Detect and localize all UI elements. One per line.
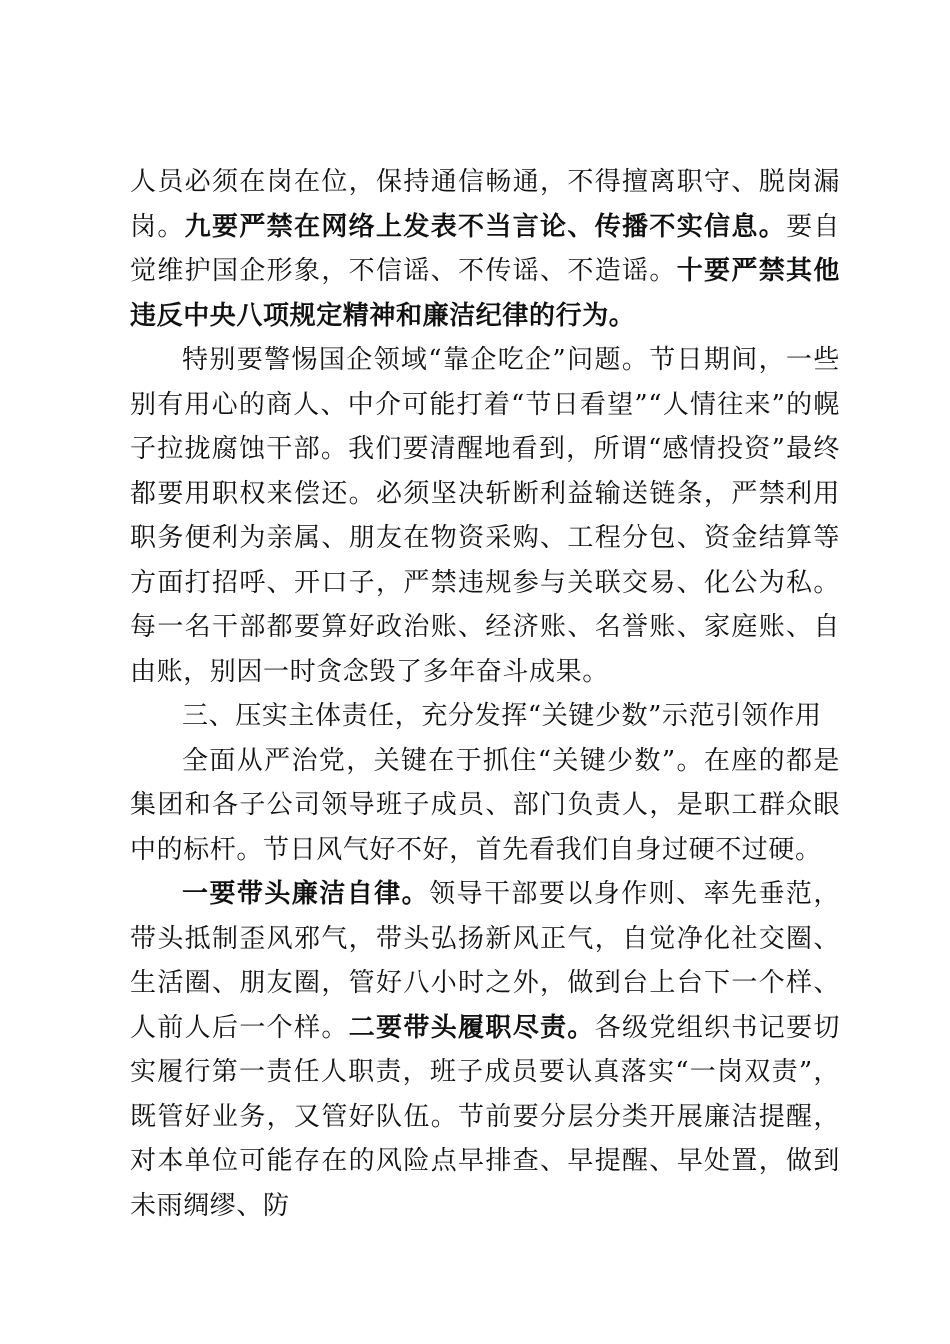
- paragraph-warning: 特别要警惕国企领域“靠企吃企”问题。节日期间，一些别有用心的商人、中介可能打着“节日看望”“人情往来”的幌子拉拢腐蚀干部。我们要清醒地看到，所谓“感情投资”最终都要用职权来偿还。必须坚决斩断利益输送链条，严禁利用职务便利为亲属、朋友在物资采购、工程分包、资金结算等方面打招呼、开口子，严禁违规参与关联交易、化公为私。每一名干部都要算好政治账、经济账、名誉账、家庭账、自由账，别因一时贪念毁了多年奋斗成果。: [130, 345, 840, 687]
- bold-text-run: 十要严禁其他违反中央八项规定精神和廉洁纪律的行为。: [130, 256, 840, 331]
- paragraph-responsibilities: [130, 872, 840, 1228]
- text-run: 要自觉维护国企形象，不信谣、不传谣、不造谣。: [130, 211, 840, 286]
- text-run: 人员必须在岗在位，保持通信畅通，不得擅离职守、脱岗漏岗。: [130, 167, 840, 242]
- bold-text-run: 二要带头履职尽责。: [348, 1012, 595, 1043]
- bold-text-run: 一要带头廉洁自律。: [182, 879, 430, 909]
- paragraph-continuation: [130, 160, 840, 338]
- section-heading: 三、压实主体责任，充分发挥“关键少数”示范引领作用: [182, 701, 822, 731]
- body-text: [130, 160, 840, 1228]
- text-run: 各级党组织书记要切实履行第一责任人职责，班子成员要认真落实“一岗双责”，既管好业务，又管好队伍。节前要分层分类开展廉洁提醒，对本单位可能存在的风险点早排查、早提醒、早处置，做到未雨绸缪、防: [130, 1012, 840, 1221]
- text-run: 领导干部要以身作则、率先垂范，带头抵制歪风邪气，带头弘扬新风正气，自觉净化社交圈、生活圈、朋友圈，管好八小时之外，做到台上台下一个样、人前人后一个样。: [130, 879, 840, 1043]
- paragraph-key-minority: 全面从严治党，关键在于抓住“关键少数”。在座的都是集团和各子公司领导班子成员、部门负责人，是职工群众眼中的标杆。节日风气好不好，首先看我们自身过硬不过硬。: [130, 745, 840, 865]
- bold-text-run: 九要严禁在网络上发表不当言论、传播不实信息。: [184, 211, 787, 242]
